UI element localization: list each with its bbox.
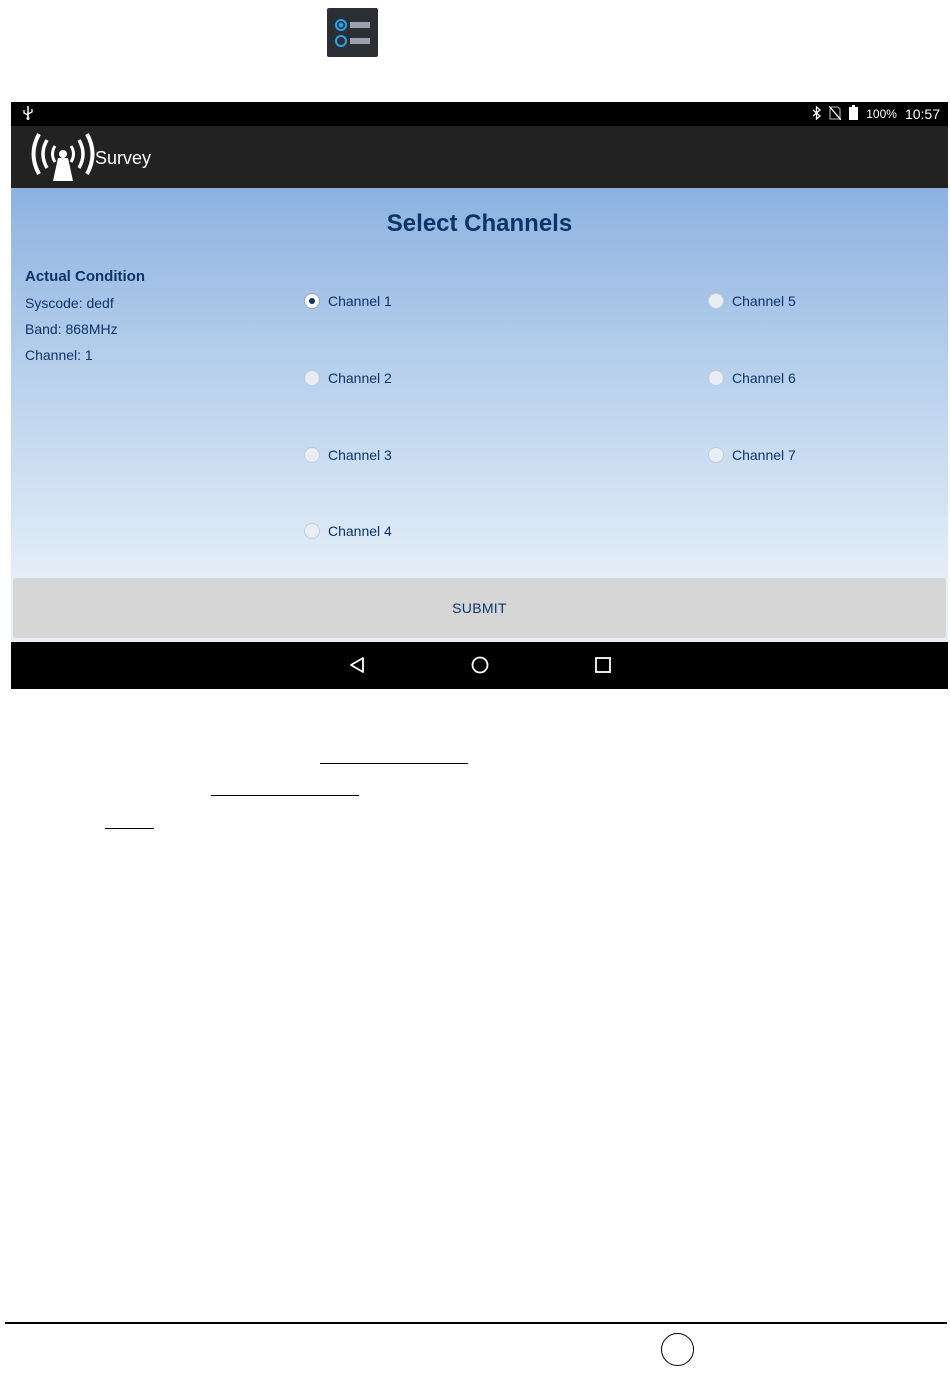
channel-5-radio[interactable]	[708, 293, 796, 309]
app-bar	[11, 126, 948, 188]
usb-icon	[23, 106, 33, 123]
channel-2-radio[interactable]	[304, 370, 392, 386]
channel-label: Channel 6	[732, 370, 796, 386]
footer-rule	[5, 1322, 947, 1324]
condition-syscode: Syscode: dedf	[25, 295, 114, 311]
condition-band: Band: 868MHz	[25, 321, 118, 337]
channel-label: Channel 5	[732, 293, 796, 309]
radio-button[interactable]	[708, 370, 724, 386]
radio-button[interactable]	[304, 293, 320, 309]
channel-label: Channel 3	[328, 447, 392, 463]
channel-label: Channel 1	[328, 293, 392, 309]
submit-button[interactable]: SUBMIT	[13, 578, 946, 638]
channel-label: Channel 7	[732, 447, 796, 463]
radio-list-icon	[327, 8, 378, 57]
blank-underline	[211, 795, 359, 796]
device-screen	[11, 102, 948, 689]
radio-button[interactable]	[304, 370, 320, 386]
channel-7-radio[interactable]	[708, 447, 796, 463]
condition-channel: Channel: 1	[25, 347, 93, 363]
clock: 10:57	[904, 106, 940, 122]
channel-selection-panel	[11, 188, 948, 578]
radio-button[interactable]	[304, 523, 320, 539]
radio-button[interactable]	[708, 293, 724, 309]
page-title: Select Channels	[386, 210, 573, 237]
radio-button[interactable]	[304, 447, 320, 463]
channel-6-radio[interactable]	[708, 370, 796, 386]
blank-underline	[320, 763, 468, 764]
back-icon[interactable]	[348, 656, 366, 679]
navigation-bar	[11, 642, 948, 689]
channel-label: Channel 2	[328, 370, 392, 386]
channel-3-radio[interactable]	[304, 447, 392, 463]
battery-icon	[849, 105, 858, 123]
bluetooth-icon	[812, 106, 821, 123]
channel-4-radio[interactable]	[304, 523, 392, 539]
antenna-logo-icon	[31, 131, 97, 188]
status-bar	[11, 102, 948, 126]
condition-title: Actual Condition	[25, 268, 145, 285]
radio-button[interactable]	[708, 447, 724, 463]
no-sim-icon	[829, 106, 841, 123]
channel-label: Channel 4	[328, 523, 392, 539]
channel-1-radio[interactable]	[304, 293, 392, 309]
battery-percent: 100%	[866, 107, 897, 121]
app-title: Survey	[95, 148, 152, 168]
blank-underline	[105, 828, 154, 829]
home-icon[interactable]	[471, 656, 489, 679]
recents-icon[interactable]	[594, 656, 612, 679]
footer-circle-mark	[661, 1333, 694, 1366]
